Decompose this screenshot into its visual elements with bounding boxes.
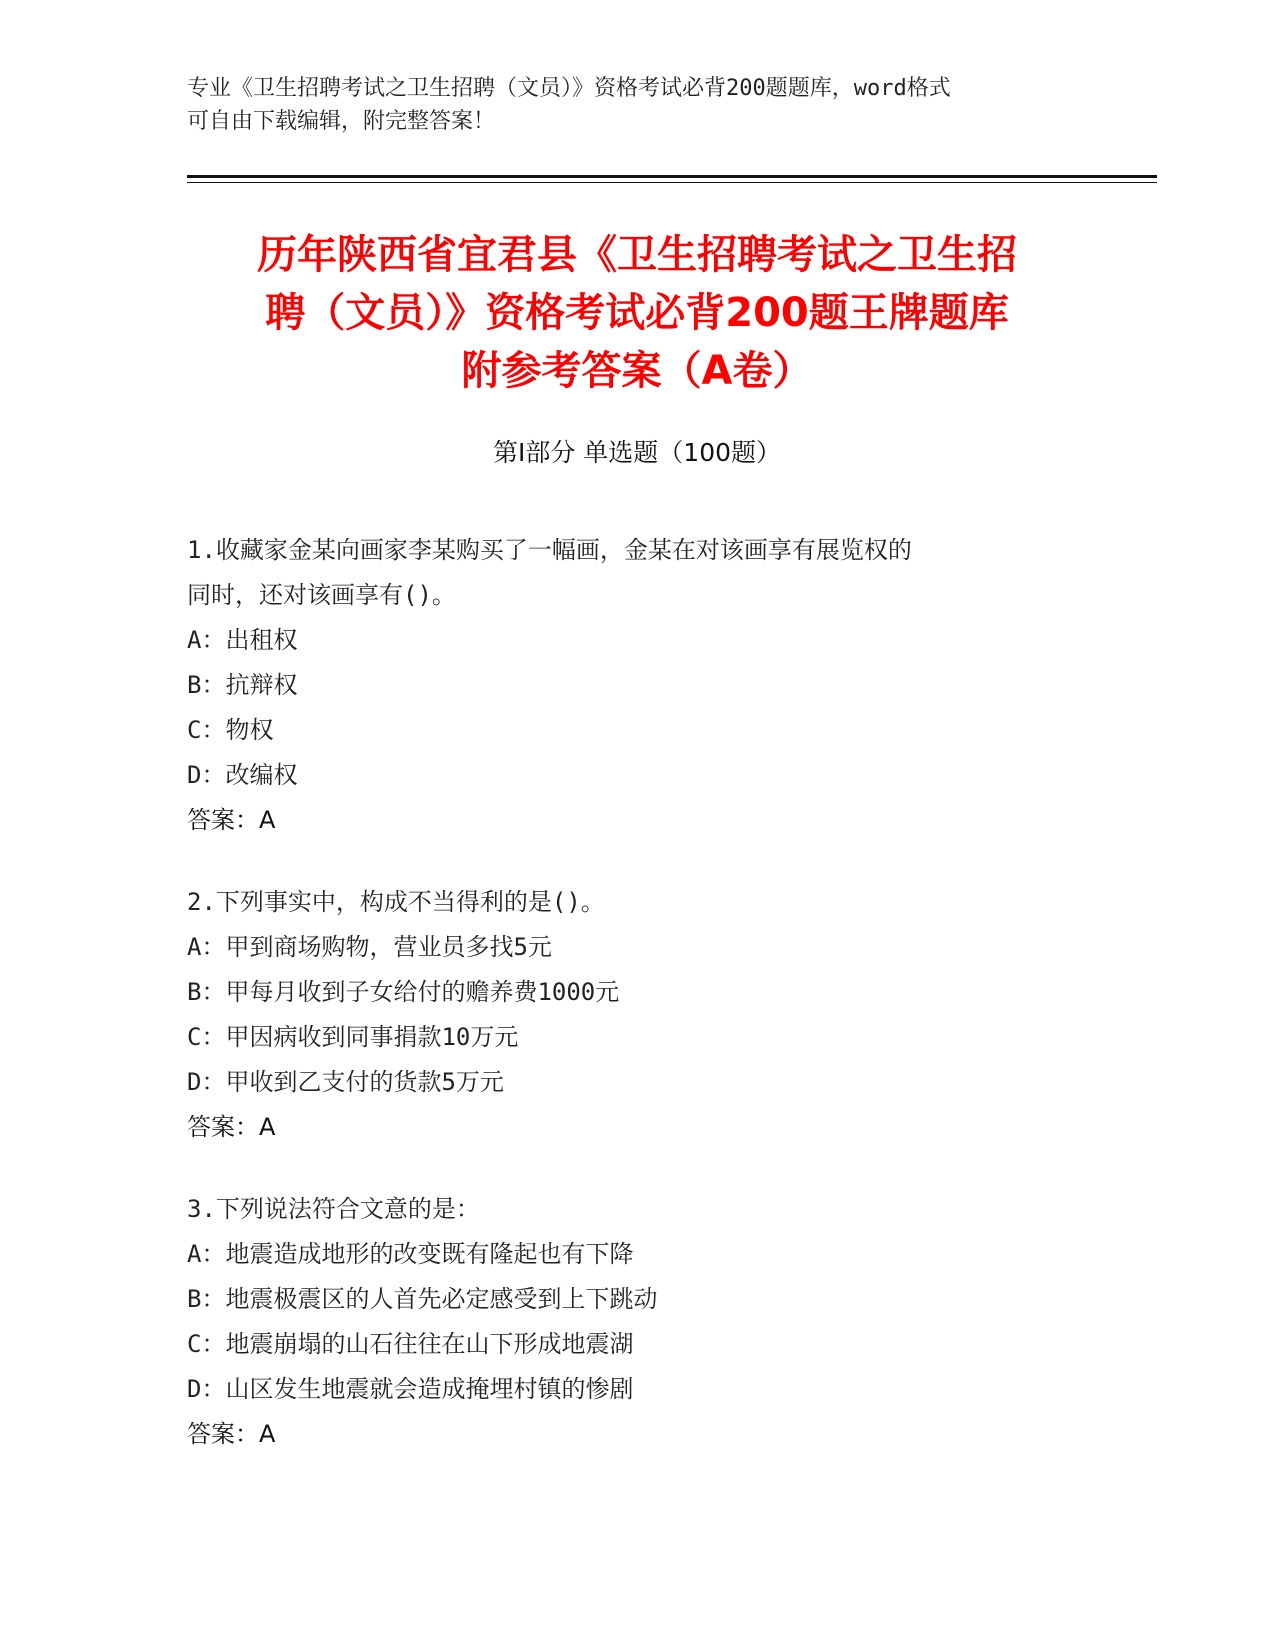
option-c: C：物权 xyxy=(187,716,274,744)
header-note-line: 可自由下载编辑，附完整答案！ xyxy=(187,109,496,134)
section-title: 第Ⅰ部分 单选题（100题） xyxy=(492,438,782,467)
question-3 xyxy=(187,1187,1067,1457)
header-divider-thin xyxy=(187,182,1157,183)
option-d: D：改编权 xyxy=(187,761,298,789)
question-list xyxy=(187,528,1067,1494)
option-b: B：甲每月收到子女给付的赡养费1000元 xyxy=(187,978,620,1006)
question-stem: 2.下列事实中，构成不当得利的是()。 xyxy=(187,888,605,916)
answer: 答案：A xyxy=(187,806,276,834)
question-stem: 1.收藏家金某向画家李某购买了一幅画，金某在对该画享有展览权的 xyxy=(187,536,912,564)
option-c: C：甲因病收到同事捐款10万元 xyxy=(187,1023,519,1051)
option-d: D：山区发生地震就会造成掩埋村镇的惨剧 xyxy=(187,1375,634,1403)
question-stem: 同时，还对该画享有()。 xyxy=(187,581,456,609)
option-b: B：抗辩权 xyxy=(187,671,298,699)
option-d: D：甲收到乙支付的货款5万元 xyxy=(187,1068,504,1096)
option-a: A：地震造成地形的改变既有隆起也有下降 xyxy=(187,1240,634,1268)
title-line: 附参考答案（A卷） xyxy=(461,348,813,394)
question-stem: 3.下列说法符合文意的是： xyxy=(187,1195,480,1223)
title-line: 聘（文员）》资格考试必背200题王牌题库 xyxy=(265,290,1009,336)
header-note-line: 专业《卫生招聘考试之卫生招聘（文员）》资格考试必背200题题库，word格式 xyxy=(187,76,951,101)
option-c: C：地震崩塌的山石往往在山下形成地震湖 xyxy=(187,1330,634,1358)
document-title xyxy=(187,226,1087,400)
answer: 答案：A xyxy=(187,1420,276,1448)
question-1 xyxy=(187,528,1067,843)
header-divider-thick xyxy=(187,175,1157,178)
header-note xyxy=(187,72,1067,138)
question-2 xyxy=(187,880,1067,1150)
option-b: B：地震极震区的人首先必定感受到上下跳动 xyxy=(187,1285,658,1313)
option-a: A：甲到商场购物，营业员多找5元 xyxy=(187,933,552,961)
answer: 答案：A xyxy=(187,1113,276,1141)
title-line: 历年陕西省宜君县《卫生招聘考试之卫生招 xyxy=(257,232,1017,278)
option-a: A：出租权 xyxy=(187,626,298,654)
